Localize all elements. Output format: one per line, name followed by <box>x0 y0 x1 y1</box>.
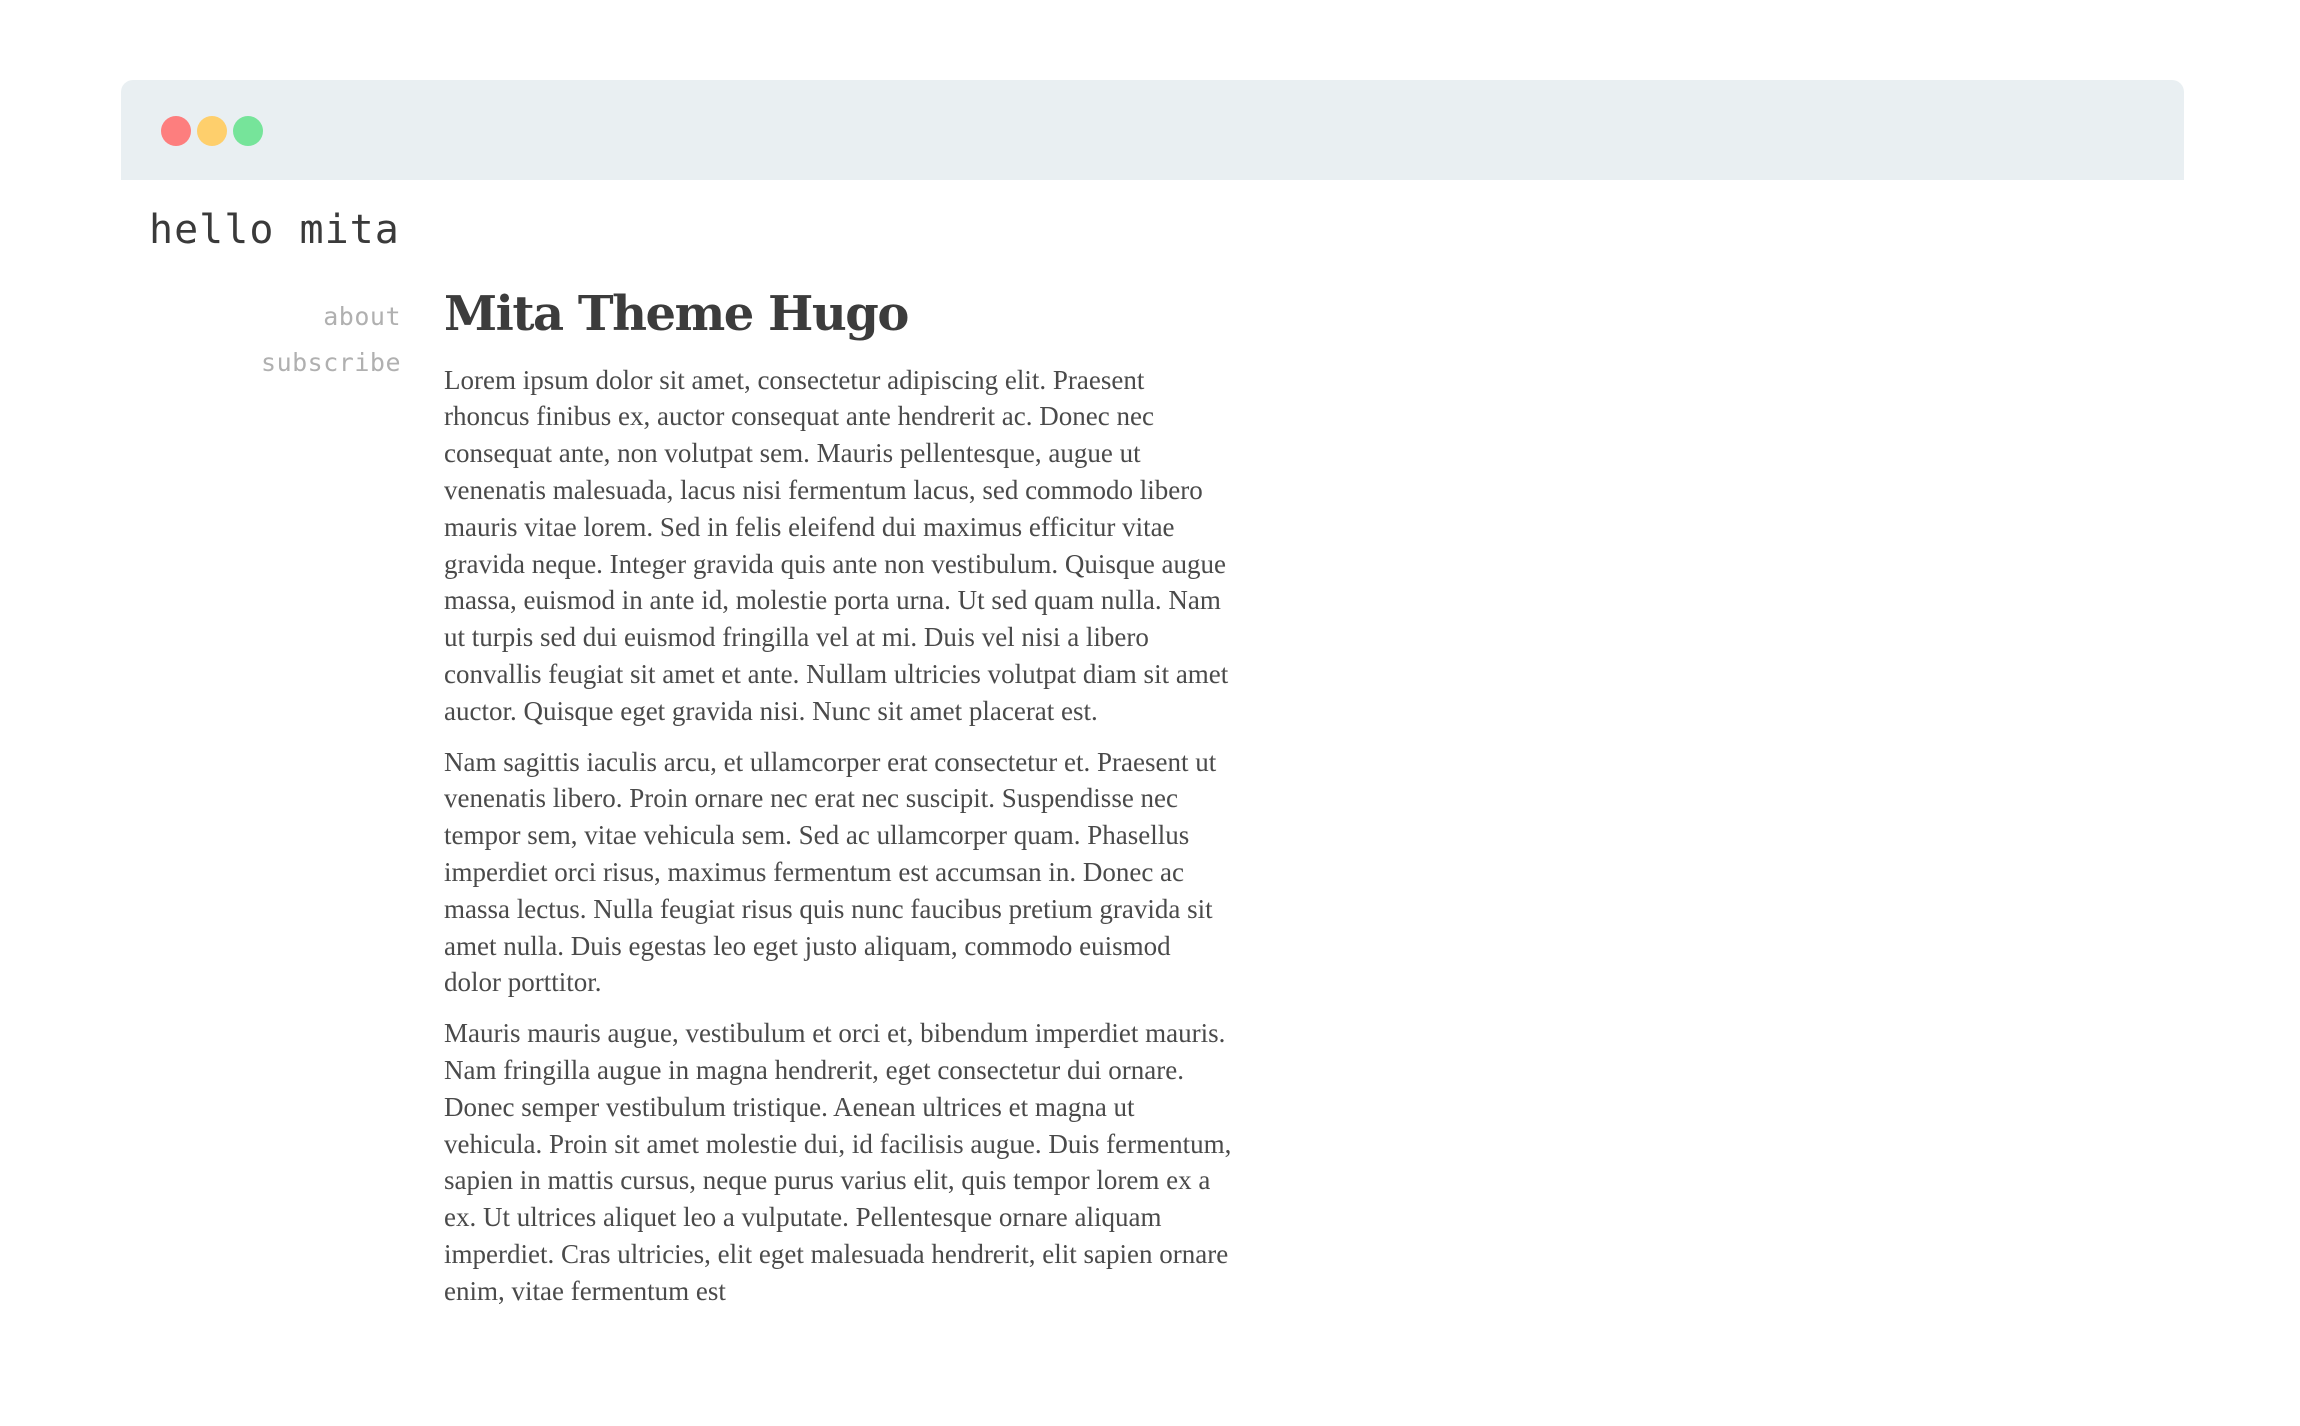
post-title: Mita Theme Hugo <box>444 286 908 342</box>
nav-link-about[interactable]: about <box>323 302 401 331</box>
maximize-window-button[interactable] <box>233 116 263 146</box>
site-title[interactable]: hello mita <box>149 207 400 253</box>
post-paragraph: Lorem ipsum dolor sit amet, consectetur adipiscing elit. Praesent rhoncus finibus ex, auctor consequat ante hendrerit ac. Donec nec consequat ante, non volutpat sem. Mauris pellentesque, augue ut venenatis malesuada, lacus nisi fermentum lacus, sed commodo libero mauris vitae lorem. Sed in felis eleifend dui maximus efficitur vitae gravida neque. Integer gravida quis ante non vestibulum. Quisque augue massa, euismod in ante id, molestie porta urna. Ut sed quam nulla. Nam ut turpis sed dui euismod fringilla vel at mi. Duis vel nisi a libero convallis feugiat sit amet et ante. Nullam ultricies volutpat diam sit amet auctor. Quisque eget gravida nisi. Nunc sit amet placerat est. <box>444 364 1229 726</box>
sidebar-nav <box>121 294 401 386</box>
nav-link-subscribe[interactable]: subscribe <box>261 348 401 377</box>
close-window-button[interactable] <box>161 116 191 146</box>
browser-window <box>121 80 2184 1426</box>
post-paragraph: Mauris mauris augue, vestibulum et orci et, bibendum imperdiet mauris. Nam fringilla augue in magna hendrerit, eget consectetur dui ornare. Donec semper vestibulum tristique. Aenean ultrices et magna ut vehicula. Proin sit amet molestie dui, id facilisis augue. Duis fermentum, sapien in mattis cursus, neque purus varius elit, quis tempor lorem ex a ex. Ut ultrices aliquet leo a vulputate. Pellentesque ornare aliquam imperdiet. Cras ultricies, elit eget malesuada hendrerit, elit sapien ornare enim, vitae fermentum est <box>444 1018 1232 1306</box>
window-titlebar <box>121 80 2184 180</box>
post-paragraph: Nam sagittis iaculis arcu, et ullamcorper erat consectetur et. Praesent ut venenatis libero. Proin ornare nec erat nec suscipit. Suspendisse nec tempor sem, vitae vehicula sem. Sed ac ullamcorper quam. Phasellus imperdiet orci risus, maximus fermentum est accumsan in. Donec ac massa lectus. Nulla feugiat risus quis nunc faucibus pretium gravida sit amet nulla. Duis egestas leo eget justo aliquam, commodo euismod dolor porttitor. <box>444 746 1217 998</box>
post-content <box>444 286 1234 1324</box>
minimize-window-button[interactable] <box>197 116 227 146</box>
